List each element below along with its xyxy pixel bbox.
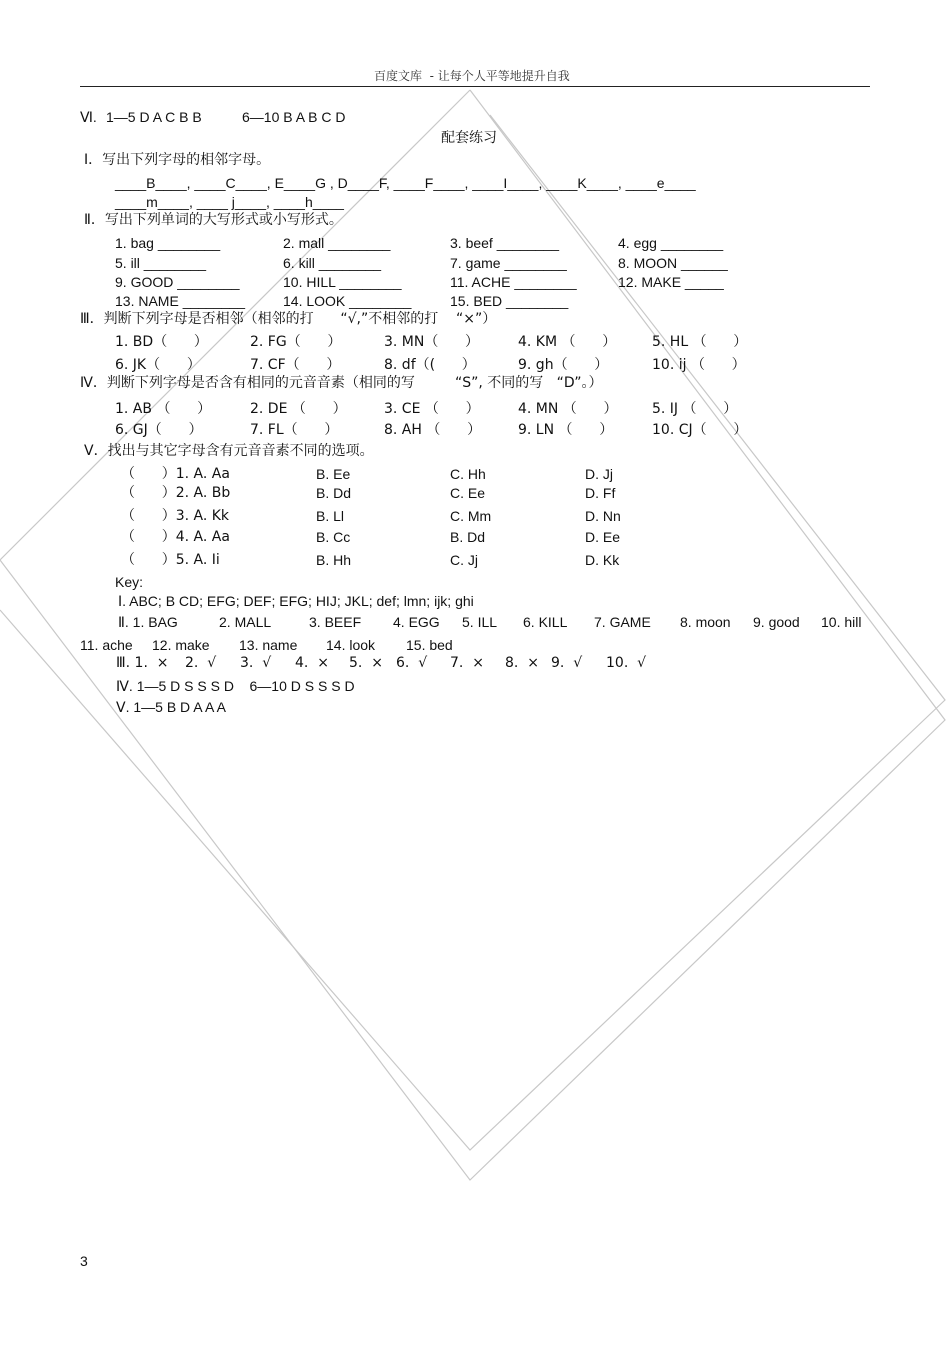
adjacent-item: 10. ij （ ）	[652, 357, 746, 373]
prev-answer-a: 1—5 D A C B B	[106, 109, 202, 125]
key-line-5: Ⅳ. 1—5 D S S S D 6—10 D S S S D	[116, 678, 355, 694]
choice-option: B. Cc	[316, 529, 351, 545]
adjacent-item: 2. FG（ ）	[250, 334, 342, 350]
word-item: 12. MAKE _____	[618, 274, 724, 290]
section1-row2: ____m____, ____ j____, ____h____	[115, 194, 344, 210]
choice-option: C. Ee	[450, 485, 486, 501]
choice-option: D. Kk	[585, 552, 620, 568]
choice-option: D. Ee	[585, 529, 621, 545]
key-item: 4. EGG	[393, 614, 440, 630]
choice-option: B. Ee	[316, 466, 351, 482]
key-item: 8. ×	[505, 655, 539, 671]
key-item: 4. ×	[295, 655, 329, 671]
key-item: 2. √	[185, 655, 217, 671]
key-item: 7. GAME	[594, 614, 651, 630]
key-line-1: Ⅰ. ABC; B CD; EFG; DEF; EFG; HIJ; JKL; def; lmn; ijk; ghi	[118, 593, 474, 609]
word-item: 6. kill ________	[283, 255, 382, 271]
choice-question: （ ）4. A. Aa	[121, 529, 230, 545]
word-item: 8. MOON ______	[618, 255, 728, 271]
choice-question: （ ）3. A. Kk	[121, 508, 230, 524]
section5-instruction: Ⅴ．找出与其它字母含有元音音素不同的选项。	[84, 443, 374, 459]
adjacent-item: 4. KM （ ）	[518, 334, 617, 350]
choice-option: C. Jj	[450, 552, 478, 568]
adjacent-item: 8. df（( ）	[384, 357, 476, 373]
word-item: 7. game ________	[450, 255, 567, 271]
key-item: 12. make	[152, 637, 210, 653]
vowel-item: 4. MN （ ）	[518, 401, 618, 417]
section1-row1: ____B____, ____C____, E____G , D____F, ____F____, ____I____, ____K____, ____e____	[115, 175, 696, 191]
choice-option: C. Mm	[450, 508, 492, 524]
key-item: 3. BEEF	[309, 614, 362, 630]
key-line-6: Ⅴ. 1—5 B D A A A	[116, 699, 226, 715]
adjacent-item: 9. gh（ ）	[518, 357, 609, 373]
vowel-item: 1. AB （ ）	[115, 401, 212, 417]
header-rule	[80, 86, 870, 87]
key-item: 8. moon	[680, 614, 731, 630]
key-item: 2. MALL	[219, 614, 272, 630]
word-item: 14. LOOK ________	[283, 293, 412, 309]
key-item: Ⅲ. 1. ×	[116, 655, 169, 671]
section4-instruction: Ⅳ．判断下列字母是否含有相同的元音音素（相同的写 “S”, 不同的写 “D”。）	[80, 375, 603, 391]
key-item: 10. hill	[821, 614, 862, 630]
vowel-item: 8. AH （ ）	[384, 422, 482, 438]
section3-instruction: Ⅲ．判断下列字母是否相邻（相邻的打 “√,”不相邻的打 “×”）	[80, 311, 497, 327]
word-item: 3. beef ________	[450, 235, 559, 251]
vowel-item: 6. GJ（ ）	[115, 422, 203, 438]
choice-question: （ ）5. A. Ii	[121, 552, 220, 568]
key-item: Ⅱ. 1. BAG	[118, 614, 178, 630]
adjacent-item: 6. JK（ ）	[115, 357, 201, 373]
section1-instruction: Ⅰ．写出下列字母的相邻字母。	[84, 152, 271, 168]
key-item: 10. √	[606, 655, 647, 671]
word-item: 4. egg ________	[618, 235, 724, 251]
choice-question: （ ）2. A. Bb	[121, 485, 231, 501]
choice-option: D. Jj	[585, 466, 613, 482]
choice-question: （ ）1. A. Aa	[121, 466, 230, 482]
word-item: 2. mall ________	[283, 235, 391, 251]
key-item: 5. ×	[349, 655, 383, 671]
key-item: 6. √	[396, 655, 428, 671]
choice-option: B. Hh	[316, 552, 352, 568]
adjacent-item: 5. HL （ ）	[652, 334, 748, 350]
key-item: 13. name	[239, 637, 298, 653]
word-item: 10. HILL ________	[283, 274, 402, 290]
word-item: 13. NAME ________	[115, 293, 245, 309]
word-item: 1. bag ________	[115, 235, 221, 251]
choice-option: B. Ll	[316, 508, 345, 524]
adjacent-item: 3. MN（ ）	[384, 334, 480, 350]
adjacent-item: 1. BD（ ）	[115, 334, 208, 350]
key-item: 7. ×	[450, 655, 484, 671]
key-item: 9. √	[551, 655, 583, 671]
choice-option: D. Nn	[585, 508, 621, 524]
vowel-item: 5. IJ （ ）	[652, 401, 738, 417]
word-item: 9. GOOD ________	[115, 274, 240, 290]
key-item: 6. KILL	[523, 614, 568, 630]
prev-roman: Ⅵ.	[80, 109, 97, 125]
key-item: 3. √	[240, 655, 272, 671]
key-item: 11. ache	[80, 637, 133, 653]
key-item: 5. ILL	[462, 614, 498, 630]
choice-option: D. Ff	[585, 485, 616, 501]
vowel-item: 9. LN （ ）	[518, 422, 614, 438]
key-label: Key:	[115, 574, 144, 590]
page-number: 3	[80, 1253, 88, 1269]
key-item: 9. good	[753, 614, 800, 630]
vowel-item: 3. CE （ ）	[384, 401, 480, 417]
prev-answer-b: 6—10 B A B C D	[242, 109, 346, 125]
key-item: 15. bed	[406, 637, 453, 653]
vowel-item: 7. FL（ ）	[250, 422, 339, 438]
choice-option: B. Dd	[450, 529, 486, 545]
page-title: 配套练习	[441, 130, 497, 146]
word-item: 11. ACHE ________	[450, 274, 577, 290]
adjacent-item: 7. CF（ ）	[250, 357, 341, 373]
choice-option: C. Hh	[450, 466, 486, 482]
section2-instruction: Ⅱ．写出下列单词的大写形式或小写形式。	[84, 212, 343, 228]
key-item: 14. look	[326, 637, 376, 653]
choice-option: B. Dd	[316, 485, 352, 501]
vowel-item: 2. DE （ ）	[250, 401, 347, 417]
word-item: 15. BED ________	[450, 293, 569, 309]
vowel-item: 10. CJ（ ）	[652, 422, 748, 438]
page-header: 百度文库 - 让每个人平等地提升自我	[374, 69, 570, 83]
word-item: 5. ill ________	[115, 255, 207, 271]
